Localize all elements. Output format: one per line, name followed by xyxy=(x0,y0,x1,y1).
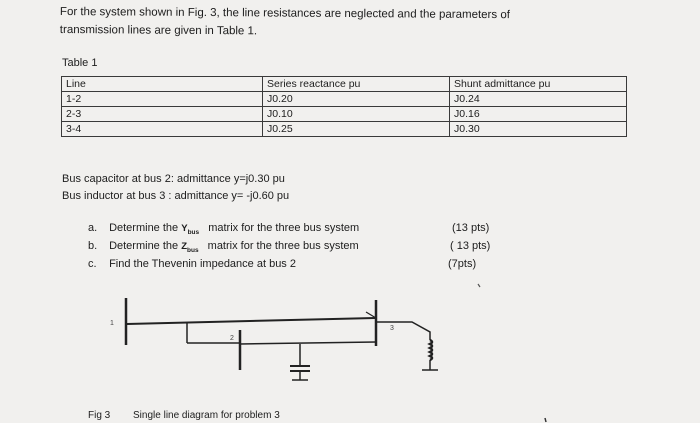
table-title: Table 1 xyxy=(62,57,98,69)
question-text-post: matrix for the three bus system xyxy=(208,222,360,234)
cell-line: 2-3 xyxy=(62,107,263,122)
bus-inductor-note: Bus inductor at bus 3 : admittance y= -j0.60 pu xyxy=(62,190,290,202)
figure-title: Single line diagram for problem 3 xyxy=(133,410,280,421)
cell-shunt-admittance: J0.30 xyxy=(450,122,627,137)
cell-series-reactance: J0.25 xyxy=(263,122,450,137)
points-a: (13 pts) xyxy=(452,222,490,234)
cell-series-reactance: J0.20 xyxy=(263,92,450,107)
header-shunt-admittance: Shunt admittance pu xyxy=(450,77,627,92)
figure-caption xyxy=(88,410,300,421)
intro-line-1: For the system shown in Fig. 3, the line resistances are neglected and the parameters of xyxy=(59,5,510,22)
cell-shunt-admittance: J0.24 xyxy=(450,92,627,107)
cell-series-reactance: J0.10 xyxy=(263,107,450,122)
figure-number: Fig 3 xyxy=(88,410,111,421)
question-label: c. xyxy=(88,258,97,270)
intro-line-2: transmission lines are given in Table 1. xyxy=(59,23,258,38)
header-series-reactance: Series reactance pu xyxy=(263,77,450,92)
cell-line: 3-4 xyxy=(62,122,263,137)
points-c: (7pts) xyxy=(448,258,477,270)
question-text-pre: Determine the xyxy=(109,240,179,252)
question-label: a. xyxy=(88,222,98,234)
cell-shunt-admittance: J0.16 xyxy=(450,107,627,122)
line-2-3 xyxy=(240,342,376,344)
header-line: Line xyxy=(62,77,263,92)
line-1-3 xyxy=(126,318,375,324)
ybus-symbol: $Y_{bus}$ xyxy=(181,223,200,236)
stray-mark xyxy=(478,284,480,287)
question-text: Find the Thevenin impedance at bus 2 xyxy=(109,258,296,270)
bus-label-2: 2 xyxy=(230,335,234,342)
question-text-pre: Determine the xyxy=(109,222,179,234)
bus-label-1: 1 xyxy=(110,320,114,327)
question-text-post: matrix for the three bus system xyxy=(207,240,359,252)
stray-mark xyxy=(545,418,546,422)
bus-capacitor-note: Bus capacitor at bus 2: admittance y=j0.30 pu xyxy=(62,173,285,185)
question-label: b. xyxy=(88,240,98,252)
points-b: ( 13 pts) xyxy=(450,240,491,252)
inductor-lead xyxy=(376,322,430,340)
inductor-coil xyxy=(430,340,432,360)
zbus-symbol: $Z_{bus}$ xyxy=(181,241,199,254)
bus-label-3: 3 xyxy=(390,325,394,332)
cell-line: 1-2 xyxy=(62,92,263,107)
